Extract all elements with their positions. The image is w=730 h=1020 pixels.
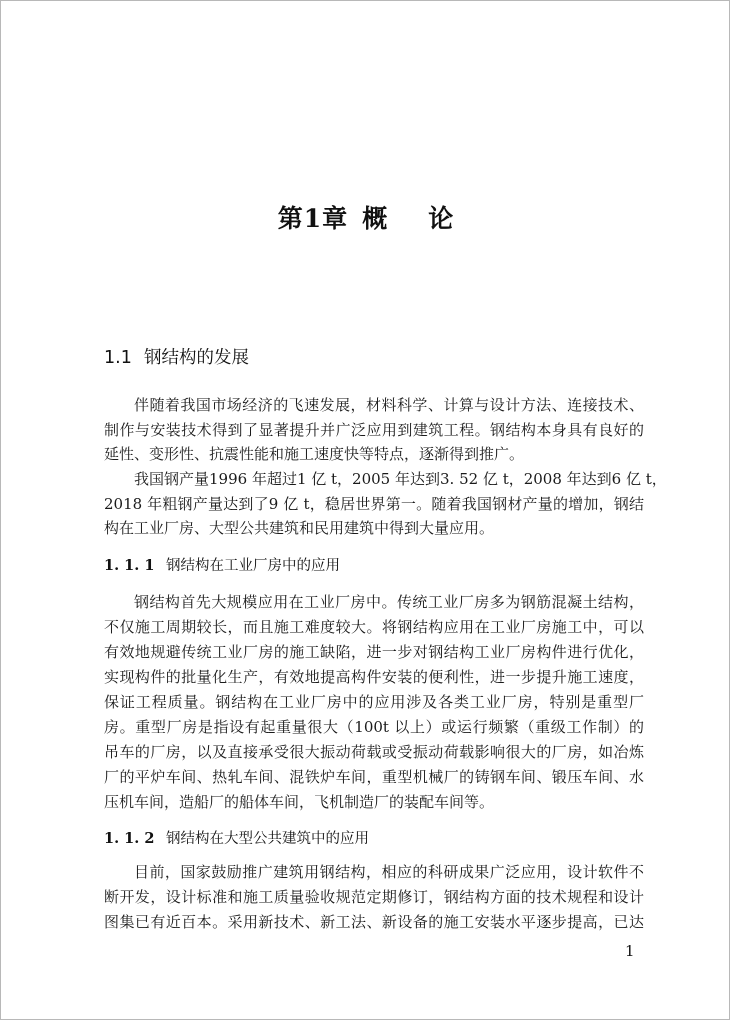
paragraph-line: 吊车的厂房，以及直接承受很大振动荷载或受振动荷载影响很大的厂房，如冶炼 — [104, 743, 644, 761]
section-number: 1.1 — [104, 348, 132, 368]
paragraph-line: 有效地规避传统工业厂房的施工缺陷，进一步对钢结构工业厂房构件进行优化， — [104, 643, 644, 661]
paragraph-line: 钢结构首先大规模应用在工业厂房中。传统工业厂房多为钢筋混凝土结构， — [134, 593, 644, 611]
page-number: 1 — [625, 942, 635, 960]
paragraph-line: 断开发，设计标准和施工质量验收规范定期修订，钢结构方面的技术规程和设计 — [104, 888, 644, 906]
subsection-number: 1. 1. 1 — [104, 557, 155, 574]
paragraph-line: 压机车间，造船厂的船体车间，飞机制造厂的装配车间等。 — [104, 793, 495, 811]
paragraph-line: 不仅施工周期较长，而且施工难度较大。将钢结构应用在工业厂房施工中，可以 — [104, 618, 644, 636]
paragraph-line: 保证工程质量。钢结构在工业厂房中的应用涉及各类工业厂房，特别是重型厂 — [104, 693, 644, 711]
paragraph-line: 制作与安装技术得到了显著提升并广泛应用到建筑工程。钢结构本身具有良好的 — [104, 421, 644, 439]
subsection-title: 钢结构在大型公共建筑中的应用 — [166, 831, 369, 847]
paragraph-line: 延性、变形性、抗震性能和施工速度快等特点，逐渐得到推广。 — [104, 445, 525, 463]
chapter-title-char-1: 概 — [362, 204, 389, 233]
chapter-title — [1, 199, 730, 235]
subsection-title: 钢结构在工业厂房中的应用 — [166, 558, 340, 574]
paragraph-line: 2018 年粗钢产量达到了9 亿 t，稳居世界第一。随着我国钢材产量的增加，钢结 — [104, 495, 644, 513]
paragraph-line: 实现构件的批量化生产，有效地提高构件安装的便利性，进一步提升施工速度， — [104, 668, 644, 686]
subsection-number: 1. 1. 2 — [104, 830, 155, 847]
paragraph-line: 伴随着我国市场经济的飞速发展，材料科学、计算与设计方法、连接技术、 — [134, 396, 644, 414]
subsection-heading — [104, 827, 369, 848]
paragraph-line: 构在工业厂房、大型公共建筑和民用建筑中得到大量应用。 — [104, 519, 495, 537]
paragraph-line: 我国钢产量1996 年超过1 亿 t，2005 年达到3. 52 亿 t，2008 年达到6 亿 t， — [134, 470, 667, 488]
paragraph-line: 图集已有近百本。采用新技术、新工法、新设备的施工安装水平逐步提高，已达 — [104, 913, 644, 931]
section-title: 钢结构的发展 — [144, 348, 249, 368]
paragraph-line: 房。重型厂房是指设有起重量很大（100t 以上）或运行频繁（重级工作制）的 — [104, 718, 644, 736]
chapter-title-char-2: 论 — [428, 204, 455, 233]
chapter-number: 第1章 — [277, 204, 349, 233]
subsection-heading — [104, 554, 340, 575]
paragraph-line: 厂的平炉车间、热轧车间、混铁炉车间，重型机械厂的铸钢车间、锻压车间、水 — [104, 768, 644, 786]
paragraph-line: 目前，国家鼓励推广建筑用钢结构，相应的科研成果广泛应用，设计软件不 — [134, 863, 644, 881]
section-heading — [104, 344, 249, 369]
